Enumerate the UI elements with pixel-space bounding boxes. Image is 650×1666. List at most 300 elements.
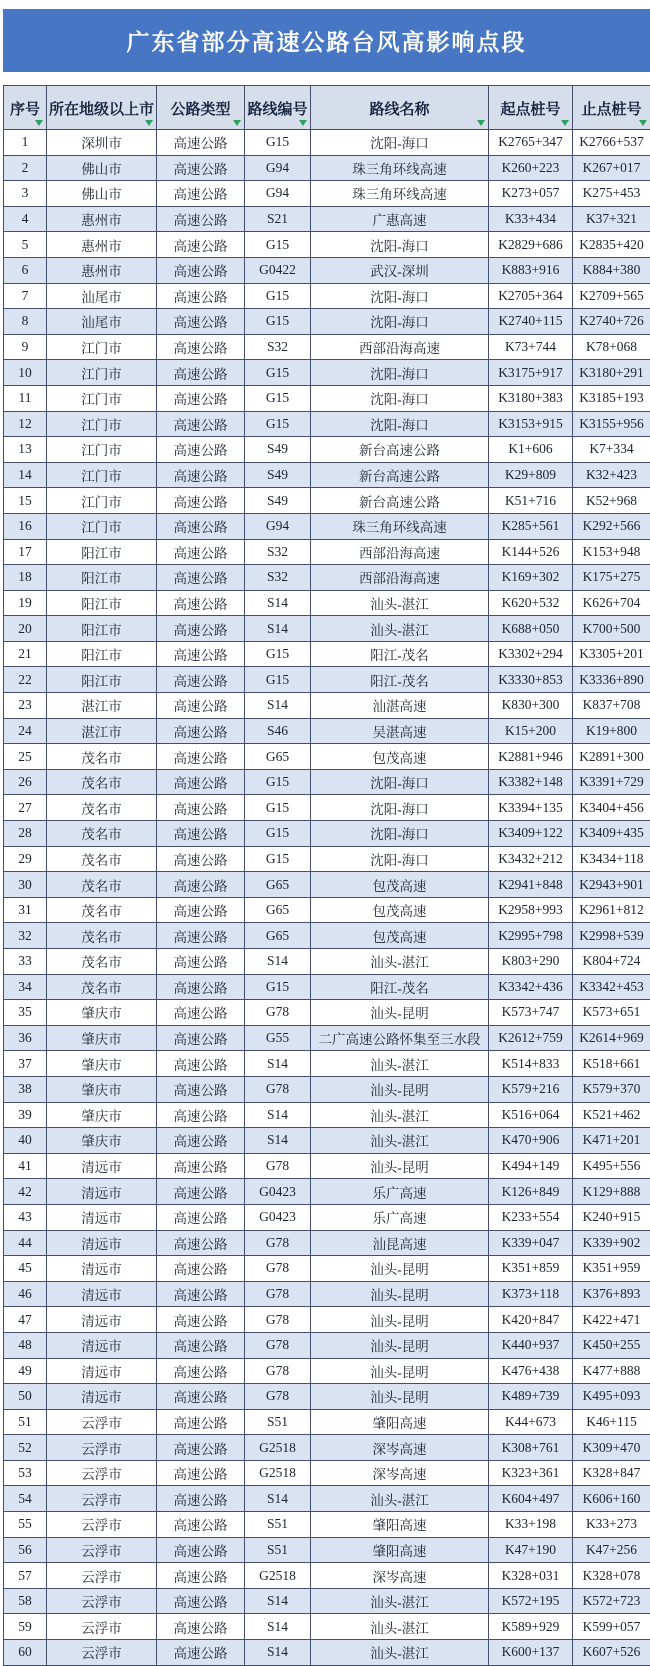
cell: S14 (245, 693, 311, 719)
cell: 19 (4, 590, 47, 616)
cell: 肇庆市 (47, 1051, 157, 1077)
cell: K604+497 (489, 1486, 573, 1512)
cell: K328+847 (573, 1460, 650, 1486)
cell: 江门市 (47, 513, 157, 539)
cell: K2891+300 (573, 744, 650, 770)
cell: 高速公路 (157, 1102, 245, 1128)
cell: 高速公路 (157, 1204, 245, 1230)
cell: 高速公路 (157, 385, 245, 411)
cell: 高速公路 (157, 155, 245, 181)
table-row (4, 1486, 650, 1512)
cell: K44+673 (489, 1409, 573, 1435)
cell: 17 (4, 539, 47, 565)
cell: 4 (4, 206, 47, 232)
cell: 清远市 (47, 1230, 157, 1256)
cell: K73+744 (489, 334, 573, 360)
cell: 高速公路 (157, 1256, 245, 1282)
table-row (4, 155, 650, 181)
cell: G15 (245, 385, 311, 411)
cell: 吴湛高速 (311, 718, 489, 744)
cell: G78 (245, 1307, 311, 1333)
cell: 江门市 (47, 462, 157, 488)
cell: 汕头-湛江 (311, 1051, 489, 1077)
header-row (4, 86, 650, 130)
table-row (4, 641, 650, 667)
cell: 沈阳-海口 (311, 283, 489, 309)
table-row (4, 1460, 650, 1486)
cell: 36 (4, 1025, 47, 1051)
cell: 汕头-湛江 (311, 1614, 489, 1640)
cell: K514+833 (489, 1051, 573, 1077)
cell: 23 (4, 693, 47, 719)
cell: K477+888 (573, 1358, 650, 1384)
table-row (4, 693, 650, 719)
cell: K450+255 (573, 1332, 650, 1358)
cell: 珠三角环线高速 (311, 513, 489, 539)
cell: 阳江-茂名 (311, 641, 489, 667)
cell: G78 (245, 1153, 311, 1179)
cell: G94 (245, 181, 311, 207)
highway-sections-table (3, 85, 650, 1666)
cell: S14 (245, 949, 311, 975)
cell: 茂名市 (47, 974, 157, 1000)
cell: 高速公路 (157, 283, 245, 309)
cell: 高速公路 (157, 360, 245, 386)
cell: K494+149 (489, 1153, 573, 1179)
cell: K620+532 (489, 590, 573, 616)
cell: 清远市 (47, 1179, 157, 1205)
cell: S21 (245, 206, 311, 232)
cell: 沈阳-海口 (311, 769, 489, 795)
cell: 高速公路 (157, 513, 245, 539)
cell: K47+190 (489, 1537, 573, 1563)
cell: K470+906 (489, 1128, 573, 1154)
cell: 高速公路 (157, 744, 245, 770)
cell: 高速公路 (157, 872, 245, 898)
cell: K3153+915 (489, 411, 573, 437)
cell: K422+471 (573, 1307, 650, 1333)
cell: 汕头-昆明 (311, 1332, 489, 1358)
cell: 茂名市 (47, 872, 157, 898)
cell: 惠州市 (47, 206, 157, 232)
cell: 54 (4, 1486, 47, 1512)
cell: 珠三角环线高速 (311, 155, 489, 181)
cell: K3180+383 (489, 385, 573, 411)
cell: K3155+956 (573, 411, 650, 437)
cell: 35 (4, 1000, 47, 1026)
cell: G65 (245, 744, 311, 770)
cell: K2835+420 (573, 232, 650, 258)
table-row (4, 1128, 650, 1154)
cell: 包茂高速 (311, 923, 489, 949)
cell: 15 (4, 488, 47, 514)
cell: K420+847 (489, 1307, 573, 1333)
cell: K3404+456 (573, 795, 650, 821)
cell: 阳江市 (47, 616, 157, 642)
cell: K153+948 (573, 539, 650, 565)
cell: K323+361 (489, 1460, 573, 1486)
cell: G2518 (245, 1460, 311, 1486)
cell: K175+275 (573, 565, 650, 591)
cell: G78 (245, 1076, 311, 1102)
cell: 高速公路 (157, 1076, 245, 1102)
cell: S49 (245, 488, 311, 514)
cell: S51 (245, 1537, 311, 1563)
cell: 高速公路 (157, 693, 245, 719)
cell: 云浮市 (47, 1614, 157, 1640)
cell: S14 (245, 1128, 311, 1154)
cell: 高速公路 (157, 1153, 245, 1179)
cell: K883+916 (489, 257, 573, 283)
cell: 18 (4, 565, 47, 591)
table-row (4, 949, 650, 975)
cell: 江门市 (47, 360, 157, 386)
table-row (4, 872, 650, 898)
cell: G65 (245, 923, 311, 949)
cell: K33+273 (573, 1512, 650, 1538)
cell: K351+959 (573, 1256, 650, 1282)
table-row (4, 206, 650, 232)
table-row (4, 513, 650, 539)
cell: 高速公路 (157, 923, 245, 949)
table-row (4, 1307, 650, 1333)
cell: 云浮市 (47, 1409, 157, 1435)
cell: 沈阳-海口 (311, 309, 489, 335)
cell: G2518 (245, 1435, 311, 1461)
cell: 汕湛高速 (311, 693, 489, 719)
cell: G0423 (245, 1204, 311, 1230)
cell: 高速公路 (157, 257, 245, 283)
cell: 深岑高速 (311, 1563, 489, 1589)
cell: K3180+291 (573, 360, 650, 386)
cell: S51 (245, 1512, 311, 1538)
cell: 高速公路 (157, 1460, 245, 1486)
cell: 茂名市 (47, 821, 157, 847)
cell: 26 (4, 769, 47, 795)
table-row (4, 744, 650, 770)
cell: S49 (245, 437, 311, 463)
filter-dropdown-icon[interactable] (35, 120, 43, 126)
cell: K2709+565 (573, 283, 650, 309)
cell: 深圳市 (47, 130, 157, 156)
cell: 高速公路 (157, 206, 245, 232)
cell: 高速公路 (157, 1000, 245, 1026)
cell: K440+937 (489, 1332, 573, 1358)
cell: 茂名市 (47, 795, 157, 821)
cell: G78 (245, 1281, 311, 1307)
cell: 34 (4, 974, 47, 1000)
table-row (4, 846, 650, 872)
cell: K884+380 (573, 257, 650, 283)
cell: 清远市 (47, 1281, 157, 1307)
cell: S14 (245, 1486, 311, 1512)
cell: K78+068 (573, 334, 650, 360)
cell: S14 (245, 1640, 311, 1666)
cell: K351+859 (489, 1256, 573, 1282)
cell: 西部沿海高速 (311, 539, 489, 565)
cell: K573+651 (573, 1000, 650, 1026)
cell: 汕尾市 (47, 283, 157, 309)
cell: 汕头-昆明 (311, 1256, 489, 1282)
filter-dropdown-icon[interactable] (299, 120, 307, 126)
table-row (4, 1563, 650, 1589)
cell: K3336+890 (573, 667, 650, 693)
cell: 29 (4, 846, 47, 872)
cell: 53 (4, 1460, 47, 1486)
cell: 阳江-茂名 (311, 974, 489, 1000)
table-row (4, 1000, 650, 1026)
cell: 46 (4, 1281, 47, 1307)
cell: 清远市 (47, 1204, 157, 1230)
cell: 云浮市 (47, 1435, 157, 1461)
cell: 云浮市 (47, 1512, 157, 1538)
cell: 包茂高速 (311, 744, 489, 770)
filter-dropdown-icon[interactable] (477, 120, 485, 126)
table-row (4, 1384, 650, 1410)
table-row (4, 1332, 650, 1358)
cell: G78 (245, 1230, 311, 1256)
cell: K275+453 (573, 181, 650, 207)
cell: K2943+901 (573, 872, 650, 898)
cell: 汕头-昆明 (311, 1153, 489, 1179)
cell: 41 (4, 1153, 47, 1179)
cell: K373+118 (489, 1281, 573, 1307)
cell: K339+047 (489, 1230, 573, 1256)
cell: 高速公路 (157, 462, 245, 488)
cell: 云浮市 (47, 1537, 157, 1563)
cell: 阳江-茂名 (311, 667, 489, 693)
cell: 佛山市 (47, 181, 157, 207)
cell: 高速公路 (157, 1179, 245, 1205)
cell: S14 (245, 1051, 311, 1077)
cell: K495+093 (573, 1384, 650, 1410)
filter-dropdown-icon[interactable] (561, 120, 569, 126)
cell: 11 (4, 385, 47, 411)
cell: 云浮市 (47, 1563, 157, 1589)
cell: K3342+453 (573, 974, 650, 1000)
cell: G78 (245, 1358, 311, 1384)
cell: 肇阳高速 (311, 1537, 489, 1563)
cell: 沈阳-海口 (311, 821, 489, 847)
cell: 16 (4, 513, 47, 539)
cell: 25 (4, 744, 47, 770)
cell: 14 (4, 462, 47, 488)
cell: K2958+993 (489, 897, 573, 923)
cell: K267+017 (573, 155, 650, 181)
cell: K589+929 (489, 1614, 573, 1640)
cell: 汕头-湛江 (311, 1128, 489, 1154)
cell: 43 (4, 1204, 47, 1230)
table-row (4, 462, 650, 488)
cell: K129+888 (573, 1179, 650, 1205)
cell: K37+321 (573, 206, 650, 232)
table-row (4, 488, 650, 514)
cell: 肇阳高速 (311, 1409, 489, 1435)
filter-dropdown-icon[interactable] (639, 120, 647, 126)
cell: 新台高速公路 (311, 462, 489, 488)
cell: 12 (4, 411, 47, 437)
cell: 汕昆高速 (311, 1230, 489, 1256)
cell: 汕头-昆明 (311, 1384, 489, 1410)
cell: 55 (4, 1512, 47, 1538)
cell: 高速公路 (157, 1640, 245, 1666)
table-row (4, 1640, 650, 1666)
cell: 高速公路 (157, 1588, 245, 1614)
cell: 42 (4, 1179, 47, 1205)
cell: S46 (245, 718, 311, 744)
cell: K19+800 (573, 718, 650, 744)
cell: G15 (245, 283, 311, 309)
cell: 28 (4, 821, 47, 847)
cell: 汕头-昆明 (311, 1000, 489, 1026)
cell: G78 (245, 1000, 311, 1026)
cell: K169+302 (489, 565, 573, 591)
cell: 高速公路 (157, 130, 245, 156)
cell: 汕头-湛江 (311, 1102, 489, 1128)
cell: 9 (4, 334, 47, 360)
cell: 汕头-湛江 (311, 1640, 489, 1666)
cell: K489+739 (489, 1384, 573, 1410)
table-row (4, 257, 650, 283)
cell: 惠州市 (47, 257, 157, 283)
cell: 高速公路 (157, 974, 245, 1000)
cell: 高速公路 (157, 1409, 245, 1435)
table-row (4, 616, 650, 642)
cell: 汕头-湛江 (311, 949, 489, 975)
cell: 60 (4, 1640, 47, 1666)
cell: 汕头-湛江 (311, 616, 489, 642)
cell: 高速公路 (157, 641, 245, 667)
cell: 高速公路 (157, 1230, 245, 1256)
cell: 江门市 (47, 385, 157, 411)
cell: K3409+122 (489, 821, 573, 847)
table-row (4, 769, 650, 795)
cell: 肇庆市 (47, 1000, 157, 1026)
cell: K2881+946 (489, 744, 573, 770)
cell: 高速公路 (157, 1281, 245, 1307)
cell: G94 (245, 155, 311, 181)
cell: 31 (4, 897, 47, 923)
cell: K376+893 (573, 1281, 650, 1307)
cell: G2518 (245, 1563, 311, 1589)
cell: K804+724 (573, 949, 650, 975)
cell: 乐广高速 (311, 1204, 489, 1230)
cell: 云浮市 (47, 1640, 157, 1666)
column-header-label: 路线编号 (247, 101, 308, 118)
column-header-7 (573, 86, 650, 130)
cell: K688+050 (489, 616, 573, 642)
cell: 58 (4, 1588, 47, 1614)
cell: 高速公路 (157, 667, 245, 693)
cell: 高速公路 (157, 1512, 245, 1538)
cell: 30 (4, 872, 47, 898)
cell: 27 (4, 795, 47, 821)
cell: 49 (4, 1358, 47, 1384)
cell: K599+057 (573, 1614, 650, 1640)
column-header-5 (311, 86, 489, 130)
cell: K240+915 (573, 1204, 650, 1230)
cell: K3409+435 (573, 821, 650, 847)
cell: G15 (245, 821, 311, 847)
cell: K3302+294 (489, 641, 573, 667)
cell: 高速公路 (157, 309, 245, 335)
cell: 沈阳-海口 (311, 360, 489, 386)
cell: 高速公路 (157, 1384, 245, 1410)
cell: S14 (245, 1588, 311, 1614)
cell: 高速公路 (157, 616, 245, 642)
cell: K2941+848 (489, 872, 573, 898)
cell: 22 (4, 667, 47, 693)
cell: 10 (4, 360, 47, 386)
cell: 新台高速公路 (311, 437, 489, 463)
cell: K328+078 (573, 1563, 650, 1589)
cell: K579+216 (489, 1076, 573, 1102)
cell: 乐广高速 (311, 1179, 489, 1205)
cell: K308+761 (489, 1435, 573, 1461)
cell: K572+195 (489, 1588, 573, 1614)
cell: K2995+798 (489, 923, 573, 949)
cell: G78 (245, 1384, 311, 1410)
cell: S32 (245, 334, 311, 360)
cell: 56 (4, 1537, 47, 1563)
cell: 云浮市 (47, 1460, 157, 1486)
cell: 1 (4, 130, 47, 156)
column-header-2 (47, 86, 157, 130)
cell: K2740+726 (573, 309, 650, 335)
cell: K2961+812 (573, 897, 650, 923)
cell: G78 (245, 1256, 311, 1282)
cell: 高速公路 (157, 1614, 245, 1640)
filter-dropdown-icon[interactable] (145, 120, 153, 126)
cell: K51+716 (489, 488, 573, 514)
cell: K15+200 (489, 718, 573, 744)
cell: 高速公路 (157, 718, 245, 744)
cell: K2765+347 (489, 130, 573, 156)
cell: 江门市 (47, 334, 157, 360)
column-header-label: 路线名称 (369, 101, 430, 118)
cell: K339+902 (573, 1230, 650, 1256)
cell: G15 (245, 641, 311, 667)
cell: 32 (4, 923, 47, 949)
cell: 59 (4, 1614, 47, 1640)
cell: 肇庆市 (47, 1102, 157, 1128)
cell: K579+370 (573, 1076, 650, 1102)
cell: 44 (4, 1230, 47, 1256)
table-row (4, 1588, 650, 1614)
cell: K3185+193 (573, 385, 650, 411)
cell: K47+256 (573, 1537, 650, 1563)
cell: 茂名市 (47, 769, 157, 795)
column-header-3 (157, 86, 245, 130)
cell: 珠三角环线高速 (311, 181, 489, 207)
cell: 5 (4, 232, 47, 258)
cell: 阳江市 (47, 539, 157, 565)
cell: K476+438 (489, 1358, 573, 1384)
cell: G55 (245, 1025, 311, 1051)
cell: 沈阳-海口 (311, 846, 489, 872)
filter-dropdown-icon[interactable] (233, 120, 241, 126)
cell: K29+809 (489, 462, 573, 488)
table-row (4, 897, 650, 923)
cell: S14 (245, 1614, 311, 1640)
cell: 佛山市 (47, 155, 157, 181)
cell: 江门市 (47, 488, 157, 514)
cell: 20 (4, 616, 47, 642)
cell: 云浮市 (47, 1486, 157, 1512)
cell: K607+526 (573, 1640, 650, 1666)
cell: 45 (4, 1256, 47, 1282)
cell: 3 (4, 181, 47, 207)
